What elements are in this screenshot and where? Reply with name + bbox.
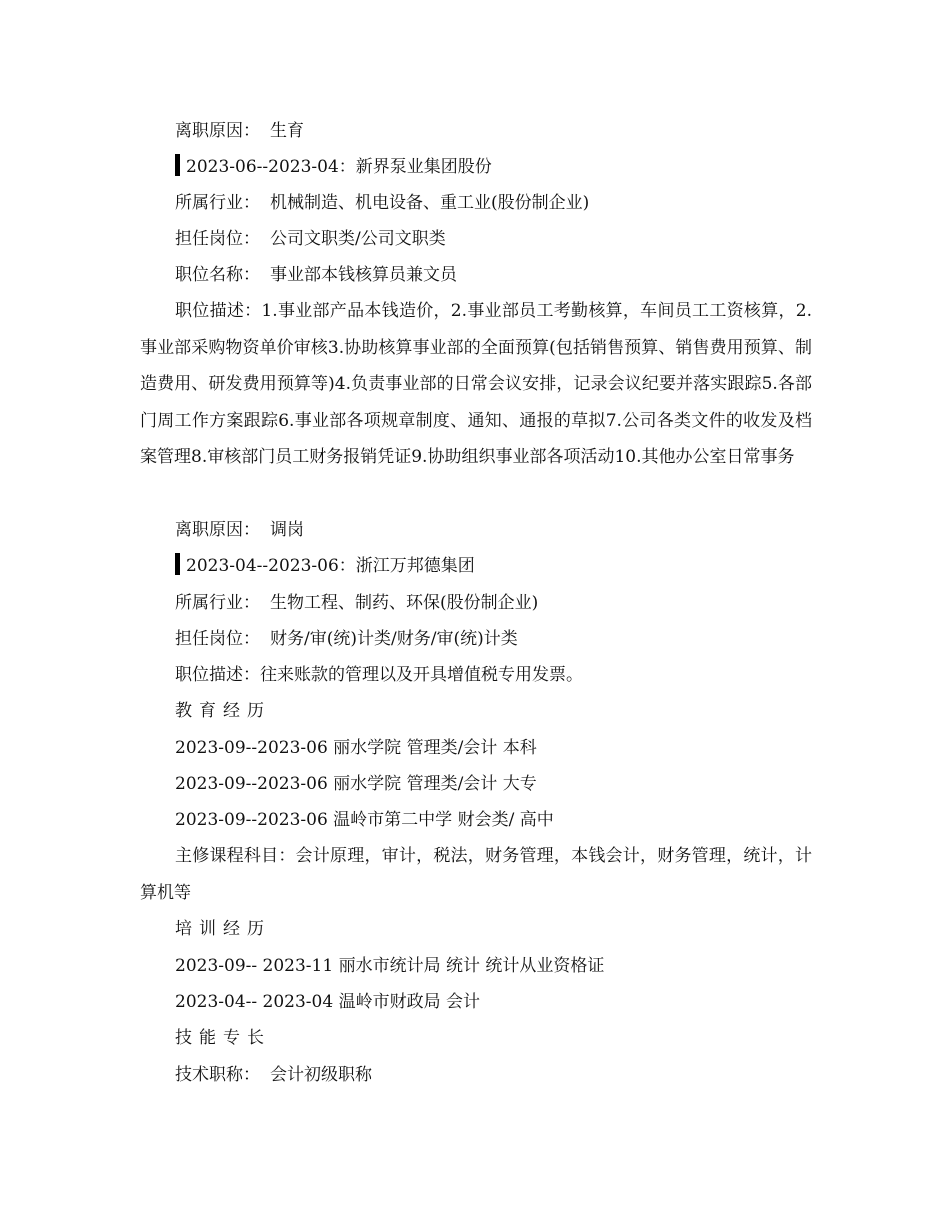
courses-paragraph: 主修课程科目：会计原理，审计，税法，财务管理，本钱会计，财务管理，统计，计算机等 <box>140 846 812 903</box>
title-row <box>175 257 812 293</box>
training-heading: 培训经历 <box>175 919 271 939</box>
job-header <box>175 548 812 584</box>
job-description: 职位描述：往来账款的管理以及开具增值税专用发票。 <box>175 665 583 685</box>
education-item: 2023-09--2023-06 温岭市第二中学 财会类/ 高中 <box>175 810 554 830</box>
cert-value: 会计初级职称 <box>270 1065 372 1085</box>
section-marker-bar <box>175 553 180 575</box>
cert-label: 技术职称： <box>175 1065 260 1085</box>
training-item: 2023-04-- 2023-04 温岭市财政局 会计 <box>175 992 480 1012</box>
job-header <box>175 149 812 185</box>
job-header-text: 2023-06--2023-04：新界泵业集团股份 <box>186 157 492 177</box>
position-label: 担任岗位： <box>175 229 260 249</box>
education-item: 2023-09--2023-06 丽水学院 管理类/会计 大专 <box>175 774 537 794</box>
title-label: 职位名称： <box>175 265 260 285</box>
section-marker-bar <box>175 154 180 176</box>
training-item: 2023-09-- 2023-11 丽水市统计局 统计 统计从业资格证 <box>175 956 605 976</box>
title-value: 事业部本钱核算员兼文员 <box>270 265 457 285</box>
leave-reason-value: 生育 <box>270 121 304 141</box>
job-description: 职位描述：1.事业部产品本钱造价，2.事业部员工考勤核算，车间员工工资核算，2.事业部采购物资单价审核3.协助核算事业部的全面预算(包括销售预算、销售费用预算、制造费用、研发费用预算等)4.负责事业部的日常会议安排，记录会议纪要并落实跟踪5.各部门周工作方案跟踪6.事业部各项规章制度、通知、通报的草拟7.公司各类文件的收发及档案管理8.审核部门员工财务报销凭证9.协助组织事业部各项活动10.其他办公室日常事务 <box>140 301 812 468</box>
position-row <box>175 221 812 257</box>
industry-row <box>175 585 812 621</box>
industry-value: 机械制造、机电设备、重工业(股份制企业) <box>270 193 590 213</box>
skills-heading: 技能专长 <box>175 1028 271 1048</box>
leave-reason-label: 离职原因： <box>175 121 260 141</box>
position-row <box>175 621 812 657</box>
industry-row <box>175 185 812 221</box>
education-heading: 教育经历 <box>175 701 271 721</box>
leave-reason-label: 离职原因： <box>175 520 260 540</box>
leave-reason-row <box>175 113 812 149</box>
cert-row <box>175 1057 812 1093</box>
leave-reason-row <box>175 512 812 548</box>
position-value: 公司文职类/公司文职类 <box>270 229 446 249</box>
position-value: 财务/审(统)计类/财务/审(统)计类 <box>270 629 518 649</box>
industry-value: 生物工程、制药、环保(股份制企业) <box>270 593 539 613</box>
education-item: 2023-09--2023-06 丽水学院 管理类/会计 本科 <box>175 738 537 758</box>
position-label: 担任岗位： <box>175 629 260 649</box>
industry-label: 所属行业： <box>175 193 260 213</box>
leave-reason-value: 调岗 <box>270 520 304 540</box>
industry-label: 所属行业： <box>175 593 260 613</box>
job-header-text: 2023-04--2023-06：浙江万邦德集团 <box>186 556 475 576</box>
